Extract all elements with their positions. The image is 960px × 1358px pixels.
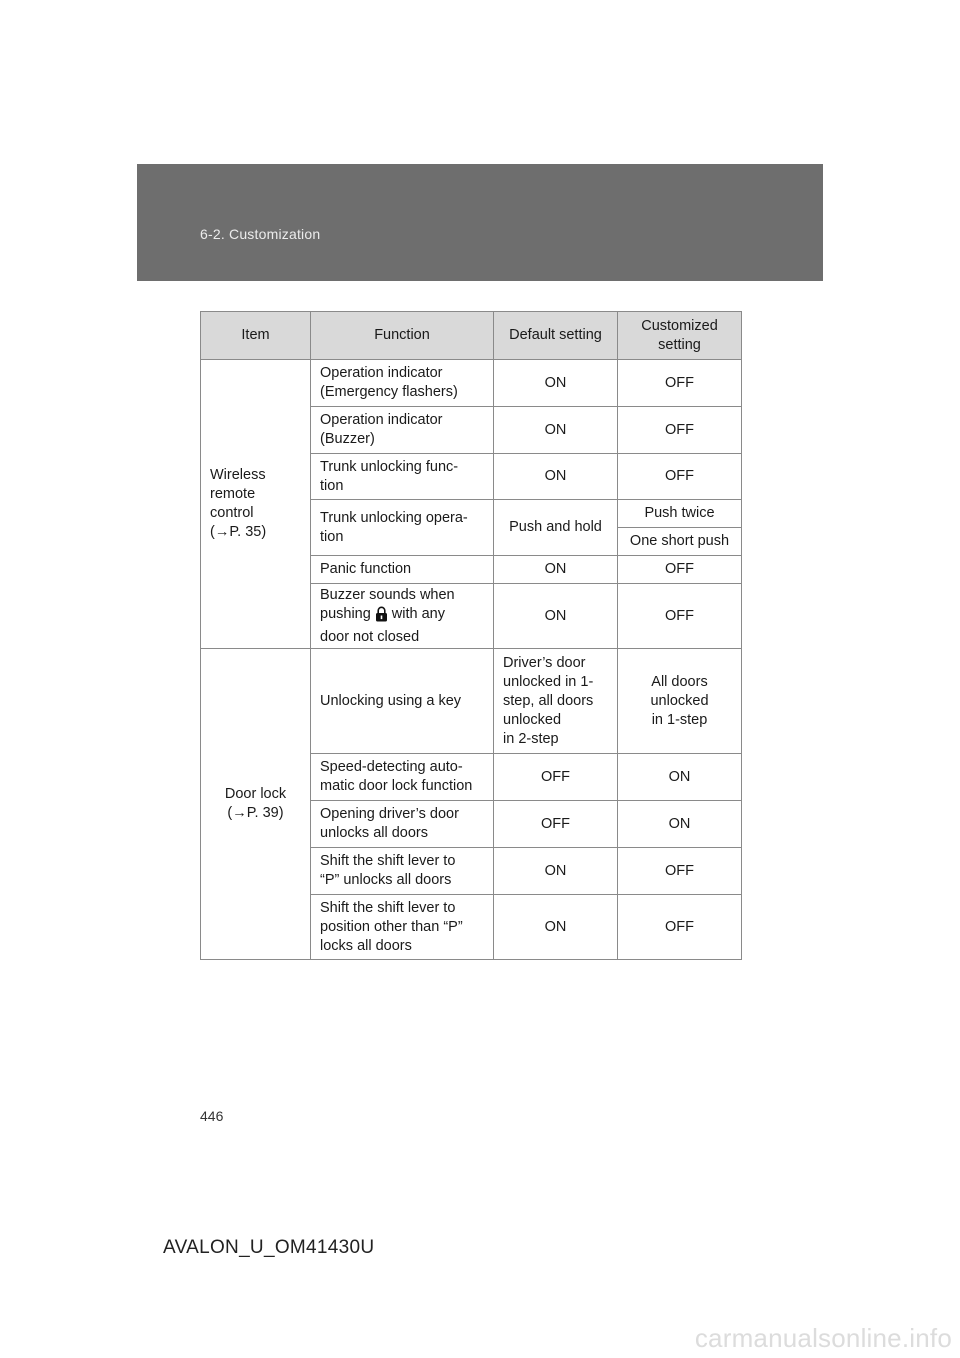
customized-cell: ON	[618, 754, 742, 801]
column-header-item: Item	[201, 312, 311, 360]
customization-table	[200, 311, 742, 960]
page-number: 446	[200, 1108, 224, 1124]
default-cell: Driver’s door unlocked in 1- step, all doors unlocked in 2-step	[494, 649, 618, 754]
default-cell: ON	[494, 556, 618, 584]
column-header-default: Default setting	[494, 312, 618, 360]
default-cell: ON	[494, 454, 618, 500]
table-row	[201, 649, 742, 754]
function-cell: Trunk unlocking opera- tion	[311, 500, 494, 556]
default-cell: ON	[494, 848, 618, 895]
column-header-customized: Customized setting	[618, 312, 742, 360]
document-code: AVALON_U_OM41430U	[163, 1237, 375, 1258]
table-header-row	[201, 312, 742, 360]
watermark-text: carmanualsonline.info	[694, 1323, 952, 1353]
function-cell: Shift the shift lever to “P” unlocks all doors	[311, 848, 494, 895]
function-cell: Shift the shift lever to position other than “P” locks all doors	[311, 895, 494, 960]
customized-cell: OFF	[618, 360, 742, 407]
table-row	[201, 360, 742, 407]
function-cell: Operation indicator (Emergency flashers)	[311, 360, 494, 407]
function-cell: Unlocking using a key	[311, 649, 494, 754]
function-cell: Speed-detecting auto- matic door lock function	[311, 754, 494, 801]
default-cell: ON	[494, 360, 618, 407]
customized-cell: OFF	[618, 407, 742, 454]
function-cell: Trunk unlocking func- tion	[311, 454, 494, 500]
function-cell: Operation indicator (Buzzer)	[311, 407, 494, 454]
item-cell-door-lock: Door lock (→P. 39)	[201, 649, 311, 960]
column-header-function: Function	[311, 312, 494, 360]
item-cell-wireless-remote: Wireless remote control (→P. 35)	[201, 360, 311, 649]
section-title: 6-2. Customization	[200, 226, 321, 242]
function-cell: Panic function	[311, 556, 494, 584]
customized-cell: OFF	[618, 556, 742, 584]
function-cell	[311, 584, 494, 649]
function-cell: Opening driver’s door unlocks all doors	[311, 801, 494, 848]
function-text-after: with any door not closed	[320, 605, 445, 645]
lock-icon	[375, 606, 388, 628]
customized-cell: OFF	[618, 454, 742, 500]
customized-cell: OFF	[618, 895, 742, 960]
customized-cell: OFF	[618, 584, 742, 649]
default-cell: ON	[494, 584, 618, 649]
default-cell: OFF	[494, 754, 618, 801]
function-text-before: Buzzer sounds when pushing	[320, 586, 455, 622]
customized-cell: ON	[618, 801, 742, 848]
header-band	[137, 164, 823, 281]
customized-cell: Push twice	[618, 500, 742, 528]
customized-cell: One short push	[618, 528, 742, 556]
default-cell: ON	[494, 895, 618, 960]
default-cell: OFF	[494, 801, 618, 848]
customized-cell: All doors unlocked in 1-step	[618, 649, 742, 754]
default-cell: Push and hold	[494, 500, 618, 556]
default-cell: ON	[494, 407, 618, 454]
customized-cell: OFF	[618, 848, 742, 895]
